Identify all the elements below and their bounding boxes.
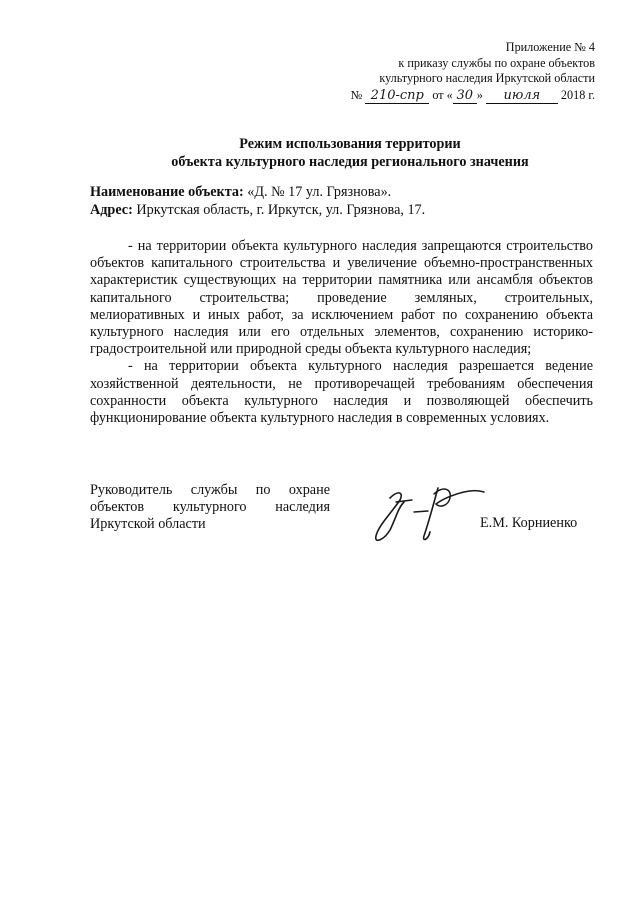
order-date-prefix: от «: [432, 87, 453, 102]
signatory-position: Руководитель службы по охране объектов культурного наследия Иркутской области: [90, 482, 330, 533]
order-day-handwritten: 30: [453, 89, 477, 104]
appendix-header: [295, 40, 595, 104]
object-name-value: «Д. № 17 ул. Грязнова».: [247, 184, 392, 200]
object-info: [90, 183, 425, 219]
title-line-2: объекта культурного наследия регионального значения: [171, 154, 529, 170]
order-year: 2018 г.: [560, 87, 595, 102]
object-name-row: [90, 183, 425, 201]
handwritten-signature: [368, 478, 488, 548]
order-number-prefix: №: [350, 87, 363, 102]
object-address-label: Адрес:: [90, 202, 133, 218]
permissions-paragraph: - на территории объекта культурного наследия разрешается ведение хозяйственной деятельности, не противоречащей требованиям обеспечения сохранности объекта культурного наследия и позволяющей обеспечить функционирование объекта культурного наследия в современных условиях.: [90, 358, 593, 427]
appendix-authority: культурного наследия Иркутской области: [379, 71, 595, 85]
order-number-handwritten: 210-спр: [365, 89, 429, 104]
appendix-order-ref: к приказу службы по охране объектов: [398, 55, 595, 70]
signatory-name: Е.М. Корниенко: [480, 515, 578, 531]
title-line-1: Режим использования территории: [239, 136, 461, 152]
order-number-date: [295, 88, 595, 104]
document-title: [60, 135, 639, 171]
prohibitions-paragraph: - на территории объекта культурного наследия запрещаются строительство объектов капитального строительства и увеличение объемно-пространственных характеристик существующих на территории памятника или ансамбля объектов капитального строительства; проведение земляных, строительных, мелиоративных и иных работ, за исключением работ по сохранению объекта культурного наследия или его отдельных элементов, сохранению историко-градостроительной или природной среды объекта культурного наследия;: [90, 238, 593, 358]
object-address-value: Иркутская область, г. Иркутск, ул. Грязнова, 17.: [136, 202, 426, 218]
regime-text: [90, 238, 593, 427]
order-date-mid: »: [476, 87, 483, 102]
appendix-number: Приложение № 4: [505, 40, 595, 54]
order-month-handwritten: июля: [486, 89, 558, 104]
object-name-label: Наименование объекта:: [90, 184, 244, 200]
object-address-row: [90, 201, 425, 219]
